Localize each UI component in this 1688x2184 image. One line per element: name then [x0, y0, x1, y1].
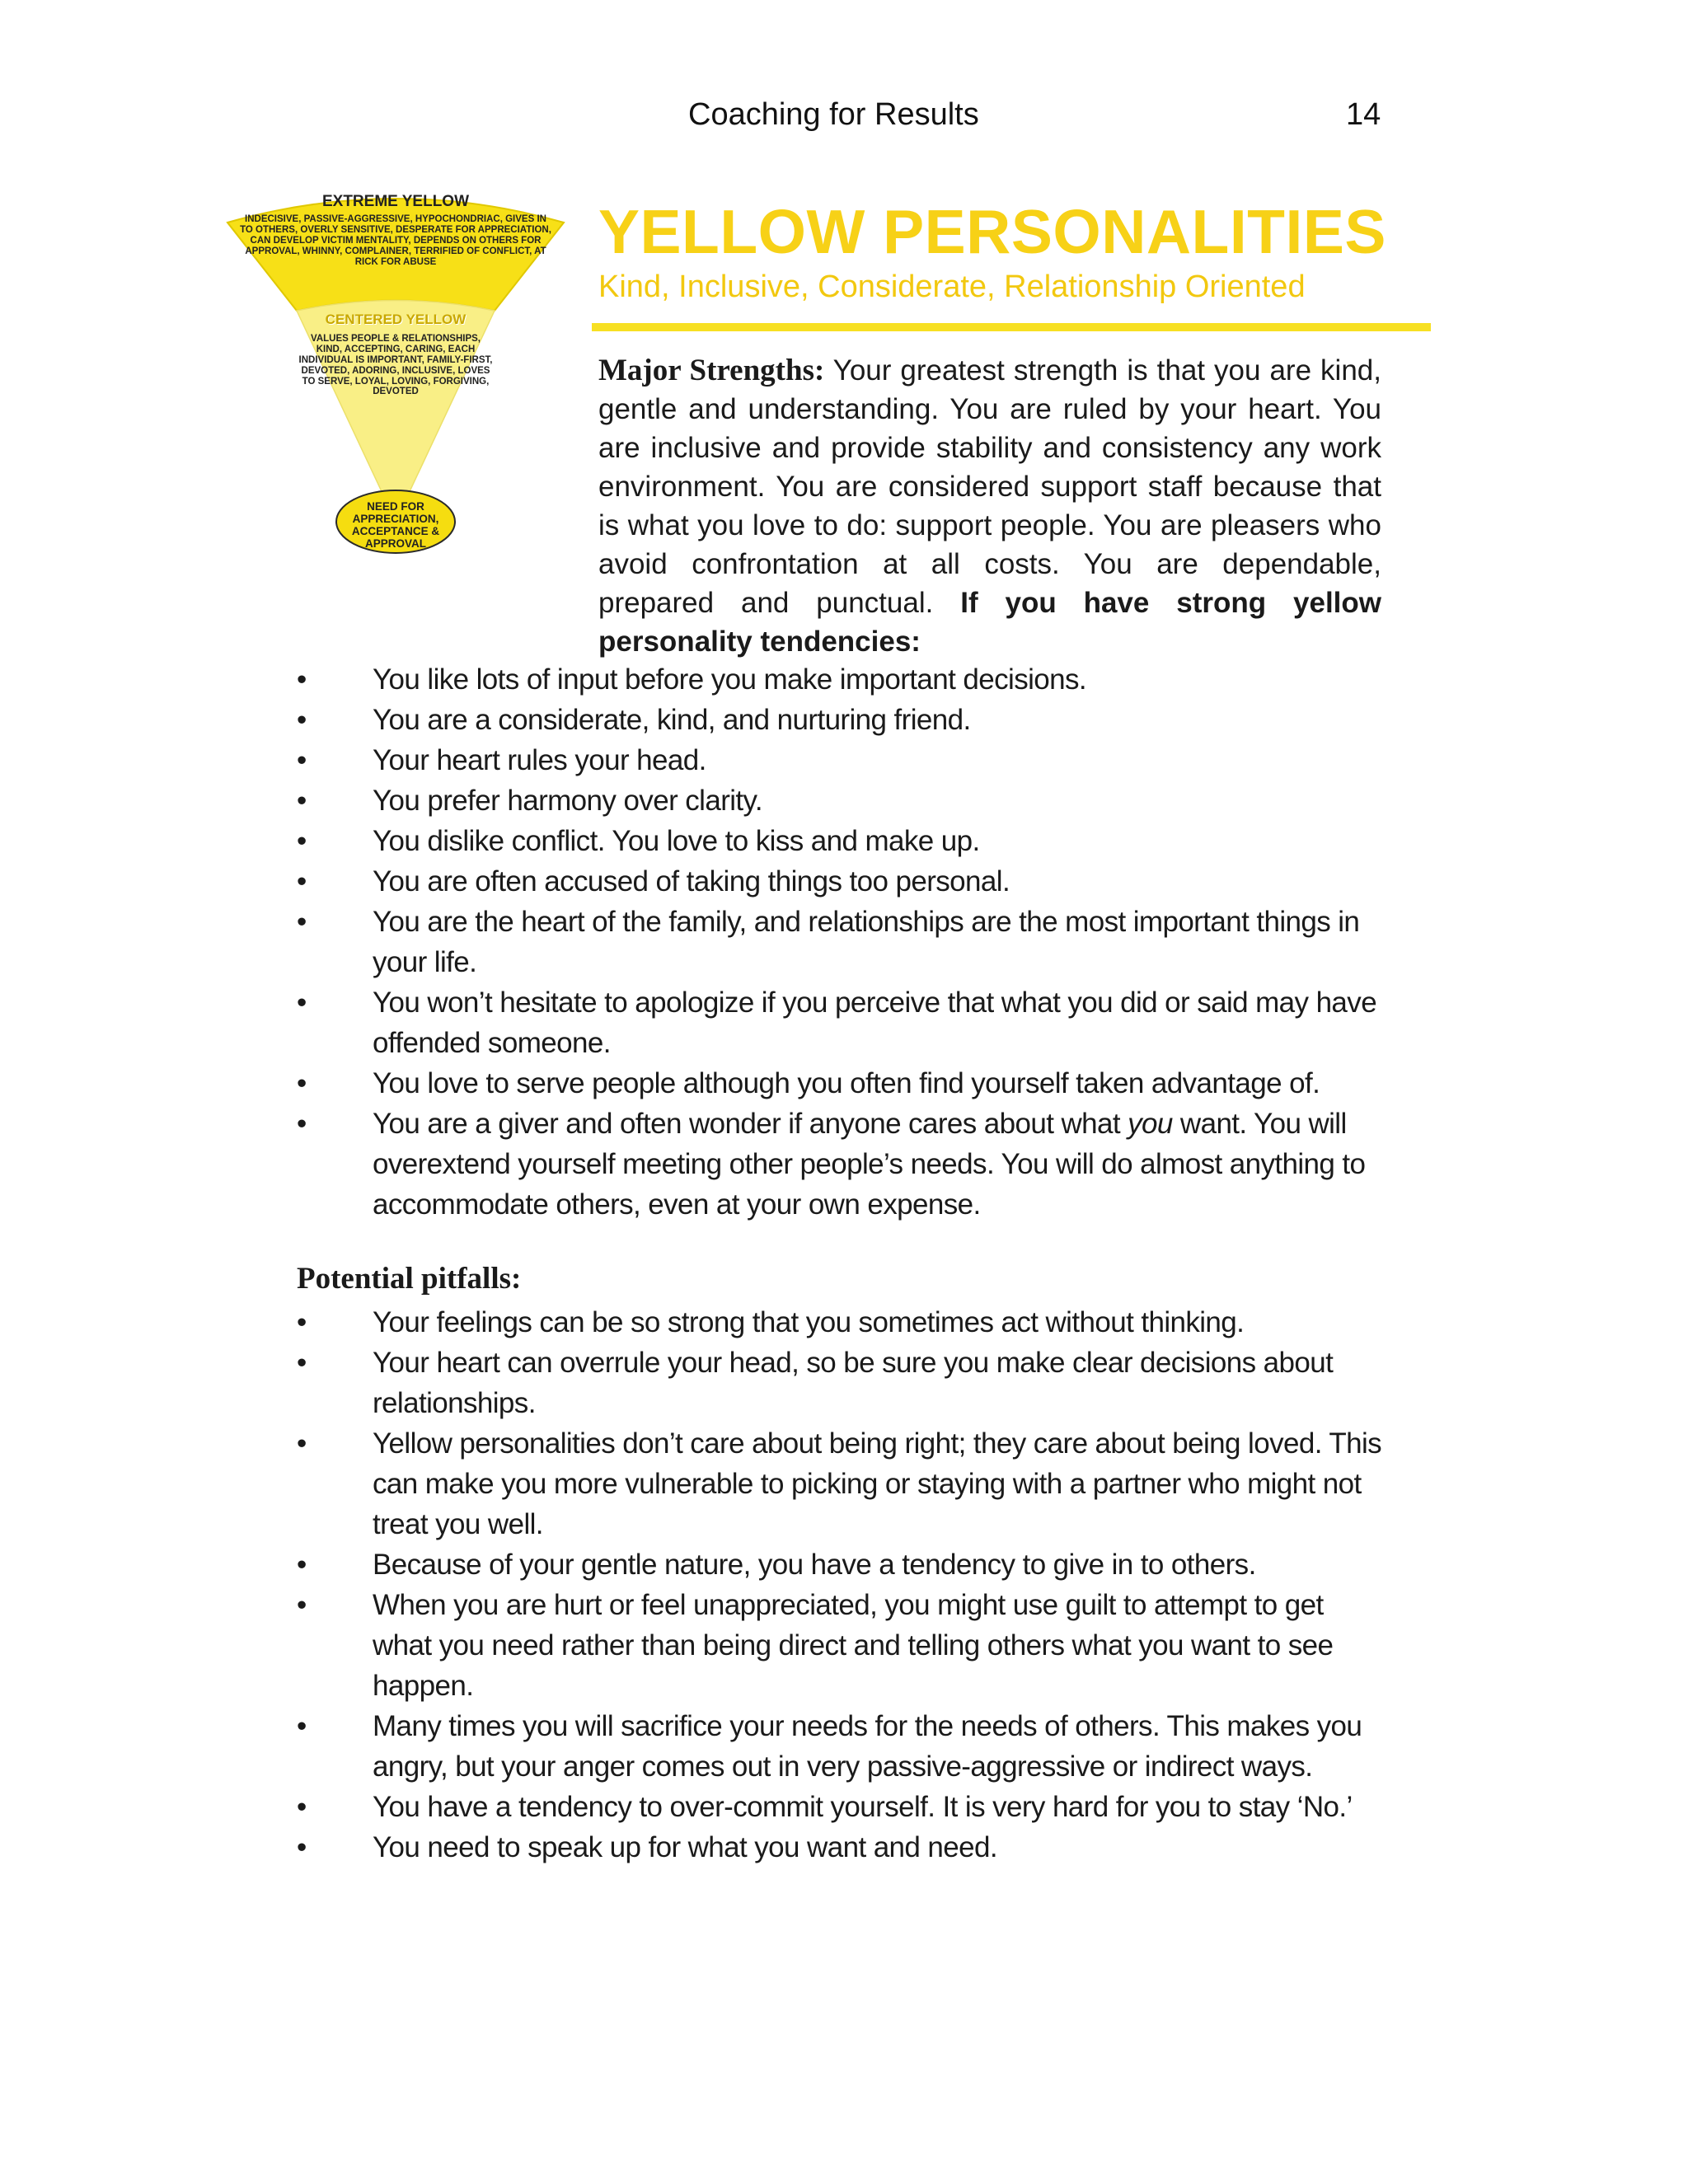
extreme-yellow-traits: INDECISIVE, PASSIVE-AGGRESSIVE, HYPOCHONDRIAC, GIVES IN TO OTHERS, OVERLY SENSITIVE, DESPERATE FOR APPRECIATION, CAN DEVELOP VICTIM MENTALITY, DEPENDS ON OTHERS FOR APPROVAL, WHINNY, COMPLAINER, TERRIFIED OF CONFLICT, AT RICK FOR ABUSE	[240, 214, 551, 267]
centered-yellow-traits: VALUES PEOPLE & RELATIONSHIPS, KIND, ACCEPTING, CARING, EACH INDIVIDUAL IS IMPORTANT, FAMILY-FIRST, DEVOTED, ADORING, INCLUSIVE, LOVES TO SERVE, LOYAL, LOVING, FORGIVING, DEVOTED	[298, 334, 493, 397]
page-subheading: Kind, Inclusive, Considerate, Relationship Oriented	[598, 269, 1306, 304]
page-number: 14	[1346, 97, 1381, 132]
personality-funnel-diagram	[223, 183, 569, 562]
major-strengths-paragraph	[598, 351, 1381, 661]
heading-divider	[592, 323, 1431, 331]
extreme-yellow-title: EXTREME YELLOW	[321, 193, 470, 210]
major-strengths-label: Major Strengths:	[598, 354, 825, 387]
pitfalls-heading: Potential pitfalls:	[297, 1262, 522, 1296]
list-item: • You are the heart of the family, and relationships are the most important things in your life.	[297, 902, 1385, 982]
centered-yellow-title: CENTERED YELLOW	[325, 312, 467, 327]
list-item: • You are a giver and often wonder if anyone cares about what you want. You will overextend yourself meeting other people’s needs. You will do almost anything to accommodate others, even at your own expense.	[297, 1104, 1385, 1225]
emphasis-you: you	[1128, 1108, 1173, 1140]
need-label: NEED FOR APPRECIATION, ACCEPTANCE & APPROVAL	[351, 500, 440, 551]
list-item: • You have a tendency to over-commit yourself. It is very hard for you to stay ‘No.’	[297, 1787, 1385, 1827]
list-item: • You need to speak up for what you want and need.	[297, 1827, 1385, 1868]
list-item: • Yellow personalities don’t care about being right; they care about being loved. This can make you more vulnerable to picking or staying with a partner who might not treat you well.	[297, 1423, 1385, 1544]
strengths-list	[297, 659, 1385, 1225]
list-item: • You dislike conflict. You love to kiss and make up.	[297, 821, 1385, 861]
major-strengths-body: Your greatest strength is that you are kind, gentle and understanding. You are ruled by your heart. You are inclusive and provide stability and consistency any work environment. You are considered support staff because that is what you love to do: support people. You are pleasers who avoid confrontation at all costs. You are dependable, prepared and punctual.	[598, 354, 1381, 619]
list-item: • Many times you will sacrifice your needs for the needs of others. This makes you angry, but your anger comes out in very passive-aggressive or indirect ways.	[297, 1706, 1385, 1787]
list-item: • You are a considerate, kind, and nurturing friend.	[297, 700, 1385, 740]
running-title: Coaching for Results	[688, 97, 979, 132]
running-header	[0, 97, 1688, 143]
list-item: • You won’t hesitate to apologize if you perceive that what you did or said may have offended someone.	[297, 982, 1385, 1063]
list-item: • You love to serve people although you often find yourself taken advantage of.	[297, 1063, 1385, 1104]
major-strengths-emphasis: If you have strong yellow personality tendencies:	[598, 587, 1381, 658]
list-item: • Your feelings can be so strong that you sometimes act without thinking.	[297, 1302, 1385, 1343]
list-item: • Your heart rules your head.	[297, 740, 1385, 780]
list-item: • Your heart can overrule your head, so be sure you make clear decisions about relationships.	[297, 1343, 1385, 1423]
list-item: • You are often accused of taking things too personal.	[297, 861, 1385, 902]
page-heading: YELLOW PERSONALITIES	[598, 197, 1386, 266]
pitfalls-list	[297, 1302, 1385, 1868]
centered-yellow-band	[297, 301, 495, 501]
list-item: • You like lots of input before you make important decisions.	[297, 659, 1385, 700]
list-item: • You prefer harmony over clarity.	[297, 780, 1385, 821]
list-item: • Because of your gentle nature, you have a tendency to give in to others.	[297, 1544, 1385, 1585]
list-item: • When you are hurt or feel unappreciated, you might use guilt to attempt to get what you need rather than being direct and telling others what you want to see happen.	[297, 1585, 1385, 1706]
